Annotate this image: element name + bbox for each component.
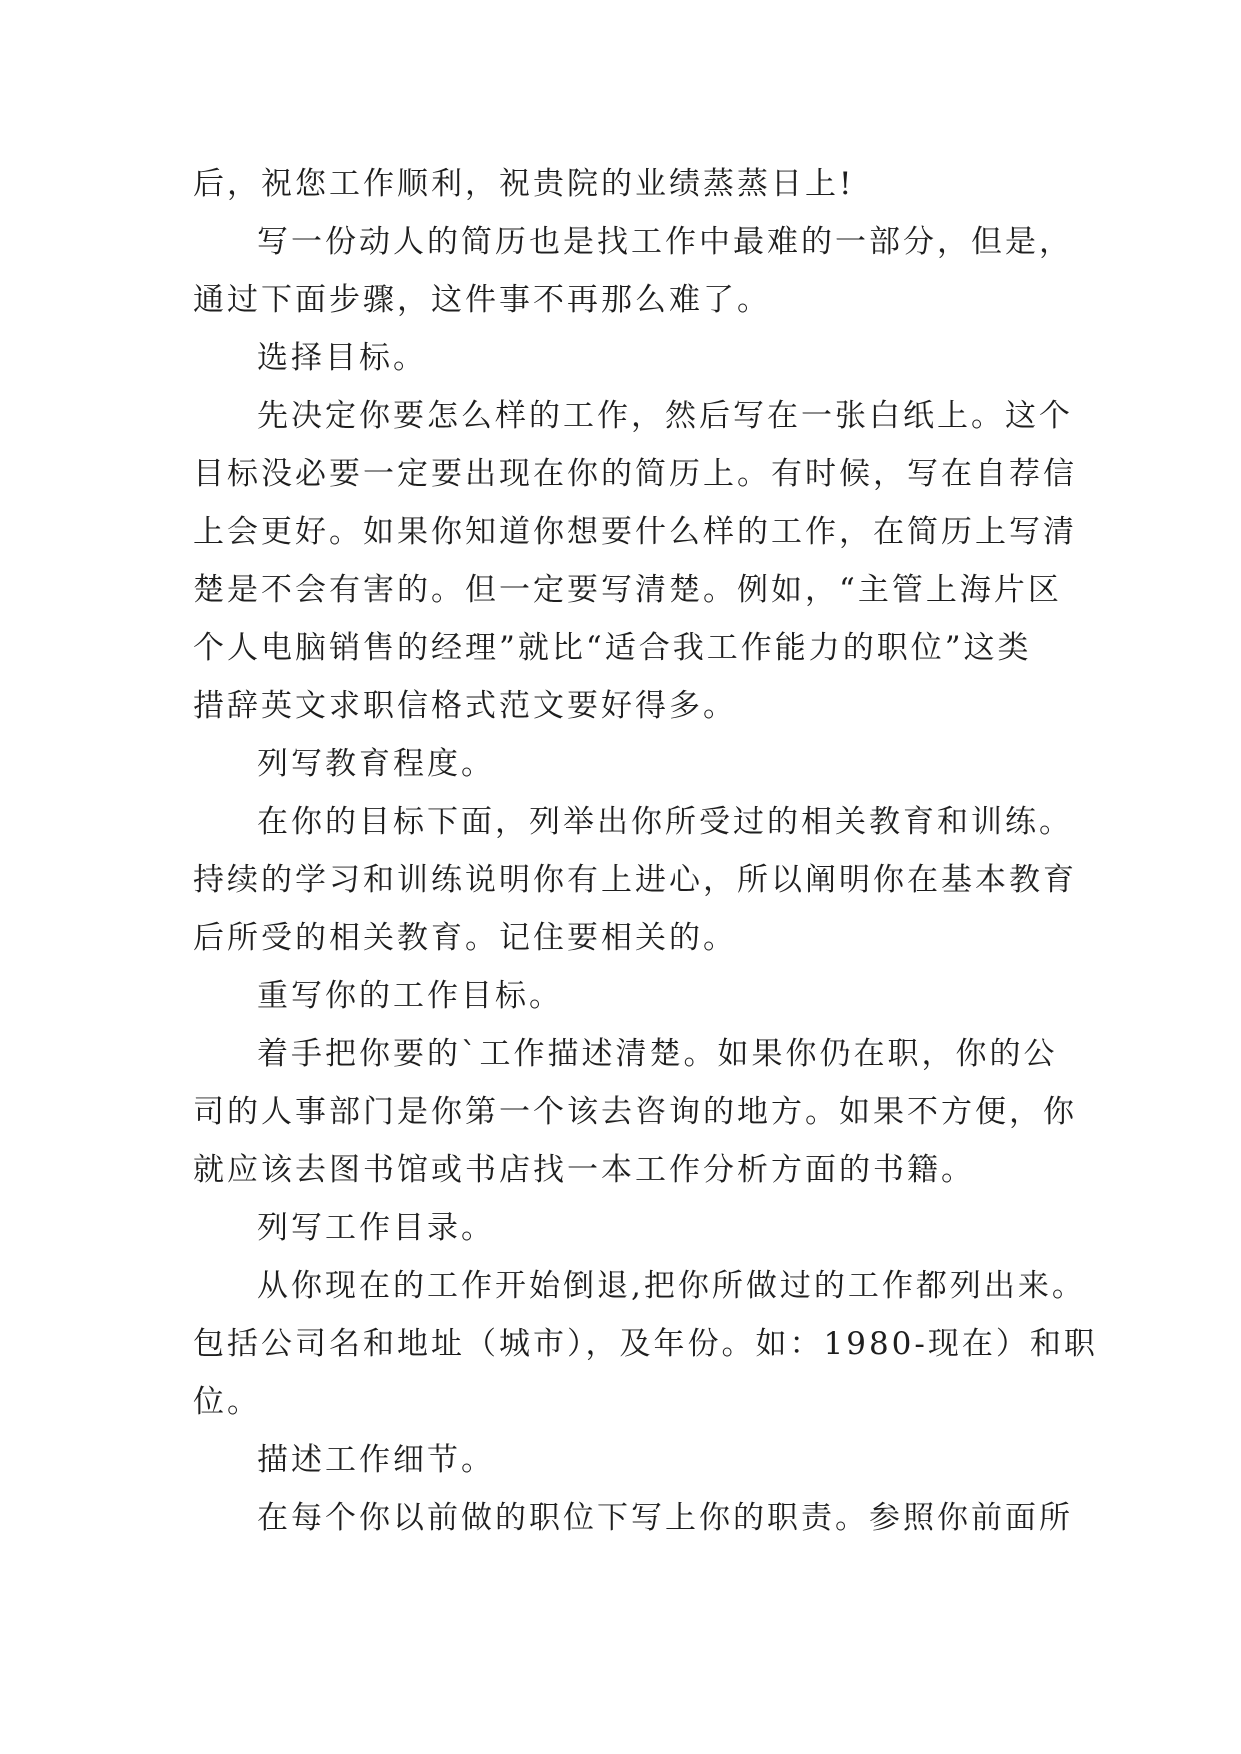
text-line: 目标没必要一定要出现在你的简历上。有时候，写在自荐信 — [193, 456, 1077, 492]
text-line: 从你现在的工作开始倒退,把你所做过的工作都列出来。 — [257, 1268, 1086, 1304]
text-line: 楚是不会有害的。但一定要写清楚。例如，“主管上海片区 — [193, 572, 1062, 608]
section-heading: 列写教育程度。 — [257, 746, 495, 782]
text-line: 在你的目标下面，列举出你所受过的相关教育和训练。 — [257, 804, 1073, 840]
text-line: 写一份动人的简历也是找工作中最难的一部分，但是， — [257, 224, 1073, 260]
section-heading: 列写工作目录。 — [257, 1210, 495, 1246]
text-line: 措辞英文求职信格式范文要好得多。 — [193, 688, 737, 724]
text-line: 上会更好。如果你知道你想要什么样的工作，在简历上写清 — [193, 514, 1077, 550]
text-line: 先决定你要怎么样的工作，然后写在一张白纸上。这个 — [257, 398, 1073, 434]
section-heading: 重写你的工作目标。 — [257, 978, 563, 1014]
text-line: 后，祝您工作顺利，祝贵院的业绩蒸蒸日上! — [193, 166, 855, 202]
text-line: 持续的学习和训练说明你有上进心，所以阐明你在基本教育 — [193, 862, 1077, 898]
text-line: 通过下面步骤，这件事不再那么难了。 — [193, 282, 771, 318]
text-line: 后所受的相关教育。记住要相关的。 — [193, 920, 737, 956]
text-line: 司的人事部门是你第一个该去咨询的地方。如果不方便，你 — [193, 1094, 1077, 1130]
text-line: 位。 — [193, 1384, 261, 1420]
document-body — [193, 155, 1098, 1547]
text-line: 个人电脑销售的经理”就比“适合我工作能力的职位”这类 — [193, 630, 1032, 666]
text-line: 在每个你以前做的职位下写上你的职责。参照你前面所 — [257, 1500, 1073, 1536]
text-line: 包括公司名和地址（城市），及年份。如：1980-现在）和职 — [193, 1326, 1098, 1362]
text-line: 就应该去图书馆或书店找一本工作分析方面的书籍。 — [193, 1152, 975, 1188]
section-heading: 选择目标。 — [257, 340, 427, 376]
text-line: 着手把你要的`工作描述清楚。如果你仍在职，你的公 — [257, 1036, 1058, 1072]
section-heading: 描述工作细节。 — [257, 1442, 495, 1478]
